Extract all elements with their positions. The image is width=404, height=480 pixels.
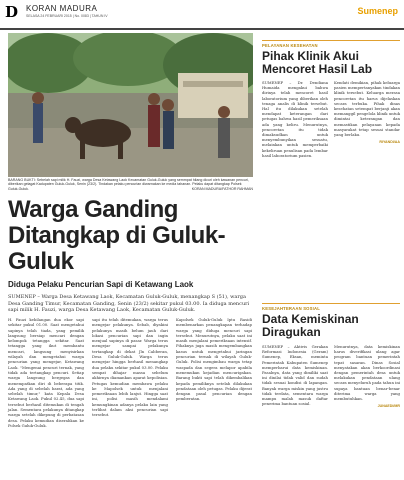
side2-kicker: KESEJAHTERAAN SOSIAL [262, 306, 320, 311]
page-letter: D [5, 3, 19, 21]
side1-byline: RIYANDI/AA [379, 140, 400, 145]
side2-rule [262, 303, 400, 304]
side2-headline: Data Kemiskinan Diragukan [262, 312, 359, 339]
photo-credit: KORAN MADURA/FATHOR RAHMAN [191, 186, 253, 191]
side1-headline: Pihak Klinik Akui Mencoret Hasil Lab [262, 49, 373, 76]
main-subhead: Diduga Pelaku Pencurian Sapi di Ketawang Laok [8, 280, 194, 289]
paper-name: KORAN MADURA [26, 4, 98, 13]
side2-byline: JUNAEDI/MR [377, 404, 400, 409]
side2-column-2-text: Menurutnya, data kemiskinan harus diverifikasi ulang agar program bantuan pemerintah tepat sasaran. Dinas Sosial menyatakan akan berkoordinasi dengan pemerintah desa untuk melakukan pendataan ulang secara menyeluruh pada tahun ini supaya bantuan benar-benar diterima warga yang membutuhkan. [334, 344, 400, 402]
news-photo [8, 33, 253, 177]
caption-text: BARANG BUKTI: Sebelah sapi milik H. Fauzi, warga Desa Ketawang Laok Kecamatan Guluk-Guluk yang semmpat hilang dicuri oleh kawanan pencuri, diberikan gelagat Kadupaten Guluk-Guluk, Senin (23/2). Tindakan pelaku pencurian diwarnakan ke media tahanan. Pelaku dapat ditangkap Polsek Guluk-Guluk. [8, 178, 249, 191]
masthead-rule [0, 28, 404, 30]
side2-column-2 [334, 344, 400, 409]
main-column-1: H. Fauzi kehilangan dua ekor sapi sekitar pukul 01.00. Saat mengetahui sapinya telah tiada, yang pemilik langsung bersiap mencari dengan kelompok tetangga sekitar. Saat tetangga yang ikut membantu mencari, langsung menyisirkan wilayah dan mengetahui warga pencurian yang mengejar, Ketawang Laok. "Mengenai pencuri ternak, yang tidak ada tertangkap pencuri. Setiap warga langsung bergegas dan menempatkan diri di beberapa titik. Ada yang di sebelah barat, ada yang sebelah timur," kata Kepala Desa Ketawang Laok. Pukul 02.45, dua sapi tersebut berhasil ditemukan di tengah jalan. Sementara pelakunya ditangkap warga setelah dikepung di perbatasan desa. Pelaku kemudian diserahkan ke Polsek Guluk-Guluk. [8, 317, 84, 428]
main-headline: Warga Ganding Ditangkap di Guluk-Guluk [8, 196, 226, 275]
side1-column-2 [334, 80, 400, 145]
section-title: Sumenep [357, 6, 398, 16]
side1-column-2-text: Kendati demikian, pihak keluarga pasien mempertanyakan tindakan klinik tersebut. Keluarga merasa pencoretan itu harus dijelaskan secara terbuka. Pihak dinas kesehatan setempat berjanji akan memanggil pengelola klinik untuk dimintai keterangan dan memastikan pelayanan kepada masyarakat tetap sesuai standar yang berlaku. [334, 80, 400, 138]
photo-illustration [8, 33, 253, 177]
side1-column-1: SUMENEP – Dr. Dendiana Humaida mengakui bahwa dirinya telah mencoret hasil laboratorium yang diberikan oleh tenaga analis di klinik tersebut. Hal itu dilakukan setelah mendapat keterangan dari petugas bahwa hasil pemeriksaan ada yang keliru. Menurutnya, pencoretan itu tidak dimaksudkan untuk menyembunyikan sesuatu, melainkan untuk memperbaiki kekeliruan penulisan pada lembar hasil laboratorium pasien. [262, 80, 328, 158]
photo-caption [8, 178, 253, 191]
main-column-2: sapi itu telah ditemukan, warga terus mengejar pelakunya. Sebab, diyakini pelakunya masih belum jauh dari lokasi pencurian sapi dan ingin menjual sapinya di pasar. Warga terus mengejar sampai pelakunya tertangkap di dekat Jln Cabberan, Desa Guluk-Guluk. Warga terus mengejar hingga berhasil menangkap dua pelaku sekitar pukul 03.00. Pelaku sempat dihajar massa sebelum akhirnya diamankan aparat kepolisian. Petugas kemudian membawa pelaku ke Mapolsek untuk menjalani pemeriksaan lebih lanjut. Hingga saat ini, polisi masih mendalami kemungkinan adanya pelaku lain yang terlibat dalam aksi pencurian sapi tersebut. [92, 317, 168, 418]
side2-column-1: SUMENEP – Aktivis Gerakan Reformasi Indonesia (Geram) Sumenep, Eksan, meminta Pemerintah Kabupaten Sumenep memperbarui data kemiskinan. Pasalnya, data yang dimiliki saat ini dinilai tidak valid dan sudah tidak sesuai kondisi di lapangan. Banyak warga miskin yang justru tidak terdata, sementara warga mampu malah masuk daftar penerima bantuan sosial. [262, 344, 328, 407]
side1-rule [262, 40, 400, 41]
dateline: SELASA 24 FEBRUARI 2015 | No. 0083 | TAHUN IV [26, 14, 108, 18]
main-column-3: Kapolsek Guluk-Guluk Iptu Rasidi membenarkan penangkapan terhadap warga yang diduga mencuri sapi tersebut. Menurutnya, pelaku saat ini masih menjalani pemeriksaan intensif. Pihaknya juga masih mengembangkan kasus untuk mengetahui jaringan pencurian ternak di wilayah Guluk-Guluk. Polisi mengimbau warga tetap waspada dan segera melapor apabila menemukan kejadian mencurigakan. Barang bukti sapi telah dikembalikan kepada pemiliknya setelah dilakukan pendataan oleh petugas. Pelaku dijerat dengan pasal pencurian dengan pemberatan. [176, 317, 252, 402]
side1-kicker: PELAYANAN KESEHATAN [262, 43, 318, 48]
lead-paragraph: SUMENEP – Warga Desa Ketawang Laok, Kecamatan Guluk-Guluk, menangkap S (51), warga Desa Ganding Timur, Kecamatan Ganding, Senin (23/2) sekitar pukul 03.00. Ia diduga mencuri sapi milik H. Fauzi, warga Desa Ketawang Laok, Kecamatan Guluk-Guluk. [8, 294, 250, 313]
masthead [0, 0, 404, 34]
